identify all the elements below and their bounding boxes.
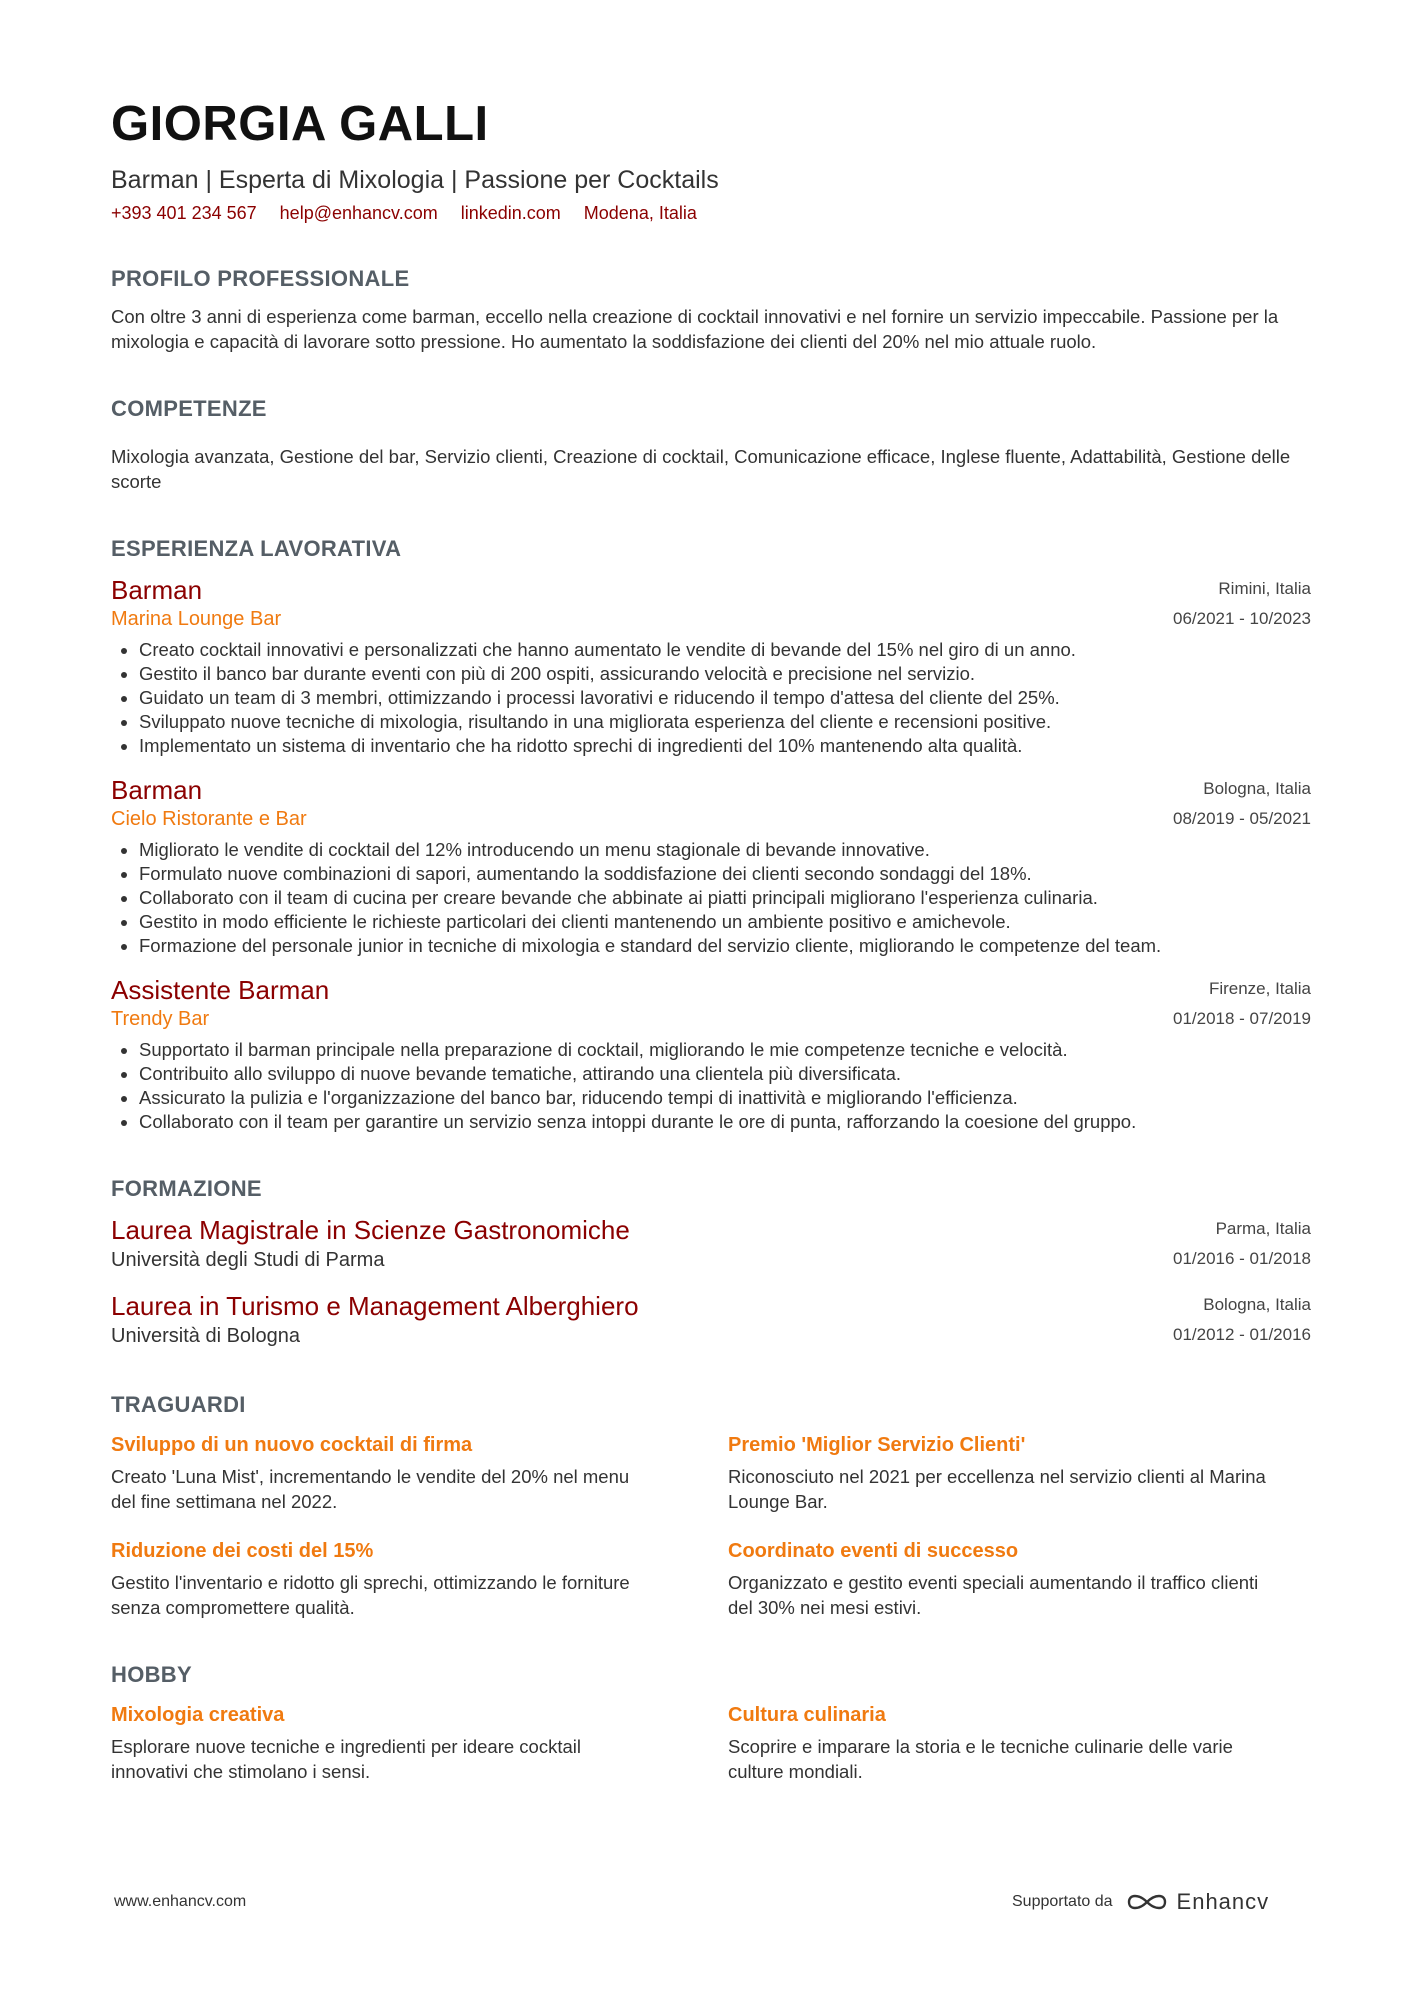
school-name: Università degli Studi di Parma bbox=[111, 1248, 385, 1271]
job-location: Firenze, Italia bbox=[1208, 978, 1311, 998]
job-role: Assistente Barman bbox=[111, 974, 330, 1005]
job-meta bbox=[1173, 574, 1311, 634]
achievement-card bbox=[111, 1432, 728, 1514]
contact-line bbox=[111, 203, 1311, 224]
education-section bbox=[111, 1176, 1311, 1350]
job-location: Rimini, Italia bbox=[1218, 578, 1311, 598]
job-bullet: • Gestito in modo efficiente le richieste particolari dei clienti mantenendo un ambiente positivo e amichevole. bbox=[139, 910, 1311, 934]
job-bullet: • Supportato il barman principale nella preparazione di cocktail, migliorando le mie competenze tecniche e velocità. bbox=[139, 1038, 1311, 1062]
job-bullet: • Formulato nuove combinazioni di sapori, aumentando la soddisfazione dei clienti secondo sondaggi del 18%. bbox=[139, 862, 1311, 886]
skills-section bbox=[111, 396, 1311, 494]
job-bullet: • Sviluppato nuove tecniche di mixologia, risultando in una migliorata esperienza del cliente e recensioni positive. bbox=[139, 710, 1311, 734]
achievement-card bbox=[728, 1432, 1298, 1514]
hobby-text: Esplorare nuove tecniche e ingredienti per ideare cocktail innovativi che stimolano i sensi. bbox=[111, 1735, 581, 1782]
location-text: Modena, Italia bbox=[583, 202, 697, 223]
section-title: ESPERIENZA LAVORATIVA bbox=[111, 535, 402, 561]
degree-title: Laurea Magistrale in Scienze Gastronomiche bbox=[111, 1214, 630, 1245]
school-name: Università di Bologna bbox=[111, 1324, 300, 1347]
footer-website[interactable]: www.enhancv.com bbox=[114, 1893, 247, 1910]
section-title: TRAGUARDI bbox=[111, 1391, 246, 1417]
education-location: Bologna, Italia bbox=[1203, 1294, 1311, 1314]
section-title: COMPETENZE bbox=[111, 395, 267, 421]
phone-link[interactable]: +393 401 234 567 bbox=[111, 202, 257, 223]
education-entry bbox=[111, 1290, 1311, 1350]
achievement-title: Sviluppo di un nuovo cocktail di firma bbox=[111, 1433, 473, 1456]
achievements-section bbox=[111, 1392, 1311, 1620]
profile-section bbox=[111, 266, 1311, 354]
job-bullet: • Collaborato con il team di cucina per creare bevande che abbinate ai piatti principali migliorano l'esperienza culinaria. bbox=[139, 886, 1311, 910]
candidate-name: GIORGIA GALLI bbox=[111, 97, 489, 151]
education-entry bbox=[111, 1214, 1311, 1274]
job-company: Marina Lounge Bar bbox=[111, 607, 282, 630]
section-title: HOBBY bbox=[111, 1661, 192, 1687]
job-bullets bbox=[111, 638, 1311, 758]
hobby-card bbox=[111, 1702, 728, 1784]
achievement-card bbox=[728, 1538, 1298, 1620]
achievements-grid bbox=[111, 1432, 1311, 1620]
job-bullet: • Migliorato le vendite di cocktail del 12% introducendo un menu stagionale di bevande innovative. bbox=[139, 838, 1311, 862]
job-bullet: • Assicurato la pulizia e l'organizzazione del banco bar, riducendo tempi di inattività e migliorando l'efficienza. bbox=[139, 1086, 1311, 1110]
job-meta bbox=[1173, 774, 1311, 834]
job-bullet: • Contribuito allo sviluppo di nuove bevande tematiche, attirando una clientela più diversificata. bbox=[139, 1062, 1311, 1086]
section-title: PROFILO PROFESSIONALE bbox=[111, 265, 410, 291]
resume-content bbox=[111, 97, 1311, 1784]
job-bullet: • Creato cocktail innovativi e personalizzati che hanno aumentato le vendite di bevande del 15% nel giro di un anno. bbox=[139, 638, 1311, 662]
profile-text: Con oltre 3 anni di esperienza come barman, eccello nella creazione di cocktail innovativi e nel fornire un servizio impeccabile. Passione per la mixologia e capacità di lavorare sotto pressione. Ho aumentato la soddisfazione dei clienti del 20% nel mio attuale ruolo. bbox=[111, 305, 1279, 352]
job-dates: 01/2018 - 07/2019 bbox=[1172, 1008, 1311, 1028]
achievement-text: Creato 'Luna Mist', incrementando le vendite del 20% nel menu del fine settimana nel 2022. bbox=[111, 1465, 630, 1512]
job-company: Trendy Bar bbox=[111, 1007, 210, 1030]
degree-title: Laurea in Turismo e Management Alberghiero bbox=[111, 1290, 639, 1321]
achievement-title: Riduzione dei costi del 15% bbox=[111, 1539, 374, 1562]
job-entry bbox=[111, 974, 1311, 1134]
job-dates: 06/2021 - 10/2023 bbox=[1172, 608, 1311, 628]
job-bullet: • Guidato un team di 3 membri, ottimizzando i processi lavorativi e riducendo il tempo d'attesa del cliente del 25%. bbox=[139, 686, 1311, 710]
hobbies-section bbox=[111, 1662, 1311, 1784]
education-dates: 01/2016 - 01/2018 bbox=[1172, 1248, 1311, 1268]
job-location: Bologna, Italia bbox=[1203, 778, 1311, 798]
brand-name: Enhancv bbox=[1176, 1889, 1270, 1914]
job-role: Barman bbox=[111, 774, 203, 805]
achievement-card bbox=[111, 1538, 728, 1620]
job-dates: 08/2019 - 05/2021 bbox=[1172, 808, 1311, 828]
email-link[interactable]: help@enhancv.com bbox=[279, 202, 438, 223]
job-entry bbox=[111, 774, 1311, 958]
hobby-title: Cultura culinaria bbox=[728, 1703, 886, 1726]
achievement-text: Organizzato e gestito eventi speciali aumentando il traffico clienti del 30% nei mesi estivi. bbox=[728, 1571, 1259, 1618]
hobby-text: Scoprire e imparare la storia e le tecniche culinarie delle varie culture mondiali. bbox=[728, 1735, 1233, 1782]
job-entry bbox=[111, 574, 1311, 758]
hobby-title: Mixologia creativa bbox=[111, 1703, 285, 1726]
achievement-title: Premio 'Miglior Servizio Clienti' bbox=[728, 1433, 1026, 1456]
experience-section bbox=[111, 536, 1311, 1134]
enhancv-logo-icon bbox=[1125, 1890, 1169, 1914]
education-location: Parma, Italia bbox=[1215, 1218, 1311, 1238]
job-bullet: • Formazione del personale junior in tecniche di mixologia e standard del servizio cliente, migliorando le competenze del team. bbox=[139, 934, 1311, 958]
job-meta bbox=[1173, 974, 1311, 1034]
linkedin-link[interactable]: linkedin.com bbox=[460, 202, 561, 223]
powered-by-text: Supportato da bbox=[1012, 1893, 1113, 1910]
hobby-card bbox=[728, 1702, 1298, 1784]
job-bullet: • Gestito il banco bar durante eventi con più di 200 ospiti, assicurando velocità e precisione nel servizio. bbox=[139, 662, 1311, 686]
job-role: Barman bbox=[111, 574, 203, 605]
education-meta bbox=[1173, 1290, 1311, 1350]
hobbies-grid bbox=[111, 1702, 1311, 1784]
skills-text: Mixologia avanzata, Gestione del bar, Servizio clienti, Creazione di cocktail, Comunicazione efficace, Inglese fluente, Adattabilità, Gestione delle scorte bbox=[111, 445, 1291, 492]
job-bullets bbox=[111, 1038, 1311, 1134]
achievement-title: Coordinato eventi di successo bbox=[728, 1539, 1019, 1562]
education-dates: 01/2012 - 01/2016 bbox=[1172, 1324, 1311, 1344]
section-title: FORMAZIONE bbox=[111, 1175, 262, 1201]
candidate-subtitle: Barman | Esperta di Mixologia | Passione per Cocktails bbox=[111, 166, 719, 194]
job-bullets bbox=[111, 838, 1311, 958]
achievement-text: Riconosciuto nel 2021 per eccellenza nel servizio clienti al Marina Lounge Bar. bbox=[728, 1465, 1266, 1512]
job-bullet: • Collaborato con il team per garantire un servizio senza intoppi durante le ore di punta, rafforzando la coesione del gruppo. bbox=[139, 1110, 1311, 1134]
achievement-text: Gestito l'inventario e ridotto gli sprechi, ottimizzando le forniture senza compromettere qualità. bbox=[111, 1571, 630, 1618]
job-bullet: • Implementato un sistema di inventario che ha ridotto sprechi di ingredienti del 10% mantenendo alta qualità. bbox=[139, 734, 1311, 758]
job-company: Cielo Ristorante e Bar bbox=[111, 807, 307, 830]
footer-branding bbox=[1012, 1889, 1269, 1915]
education-meta bbox=[1173, 1214, 1311, 1274]
